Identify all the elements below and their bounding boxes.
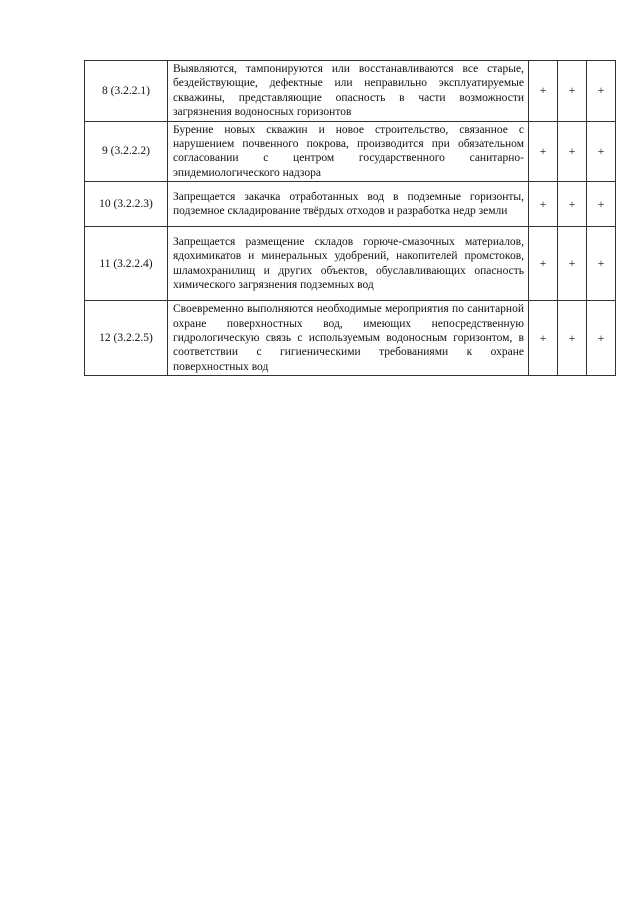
mark-cell: +: [587, 182, 616, 227]
mark-cell: +: [587, 61, 616, 122]
table-row: [85, 121, 616, 182]
mark-cell: +: [558, 301, 587, 376]
requirement-text: Своевременно выполняются необходимые мероприятия по санитарной охране поверхностных вод, имеющих непосредственную гидрологическую связь с используемым водоносным горизонтом, в соответствии с гигиеническими требованиями к охране поверхностных вод: [168, 301, 529, 376]
row-number: 9 (3.2.2.2): [85, 121, 168, 182]
table-row: [85, 301, 616, 376]
requirement-text: Выявляются, тампонируются или восстанавливаются все старые, бездействующие, дефектные или неправильно эксплуатируемые скважины, представляющие опасность в части возможности загрязнения водоносных горизонтов: [168, 61, 529, 122]
mark-cell: +: [529, 61, 558, 122]
mark-cell: +: [529, 182, 558, 227]
mark-cell: +: [558, 182, 587, 227]
requirement-text: Запрещается размещение складов горюче-смазочных материалов, ядохимикатов и минеральных удобрений, накопителей промстоков, шламохранилищ и других объектов, обуславливающих опасность химического загрязнения подземных вод: [168, 227, 529, 301]
requirement-text: Бурение новых скважин и новое строительство, связанное с нарушением почвенного покрова, производится при обязательном согласовании с центром государственного санитарно-эпидемиологического надзора: [168, 121, 529, 182]
mark-cell: +: [558, 121, 587, 182]
table-row: [85, 61, 616, 122]
table-row: [85, 182, 616, 227]
mark-cell: +: [587, 121, 616, 182]
mark-cell: +: [587, 227, 616, 301]
mark-cell: +: [529, 121, 558, 182]
table-row: [85, 227, 616, 301]
row-number: 10 (3.2.2.3): [85, 182, 168, 227]
mark-cell: +: [529, 301, 558, 376]
mark-cell: +: [587, 301, 616, 376]
mark-cell: +: [558, 227, 587, 301]
mark-cell: +: [558, 61, 587, 122]
row-number: 11 (3.2.2.4): [85, 227, 168, 301]
row-number: 12 (3.2.2.5): [85, 301, 168, 376]
mark-cell: +: [529, 227, 558, 301]
row-number: 8 (3.2.2.1): [85, 61, 168, 122]
requirement-text: Запрещается закачка отработанных вод в подземные горизонты, подземное складирование твёрдых отходов и разработка недр земли: [168, 182, 529, 227]
requirements-table: [84, 60, 616, 376]
